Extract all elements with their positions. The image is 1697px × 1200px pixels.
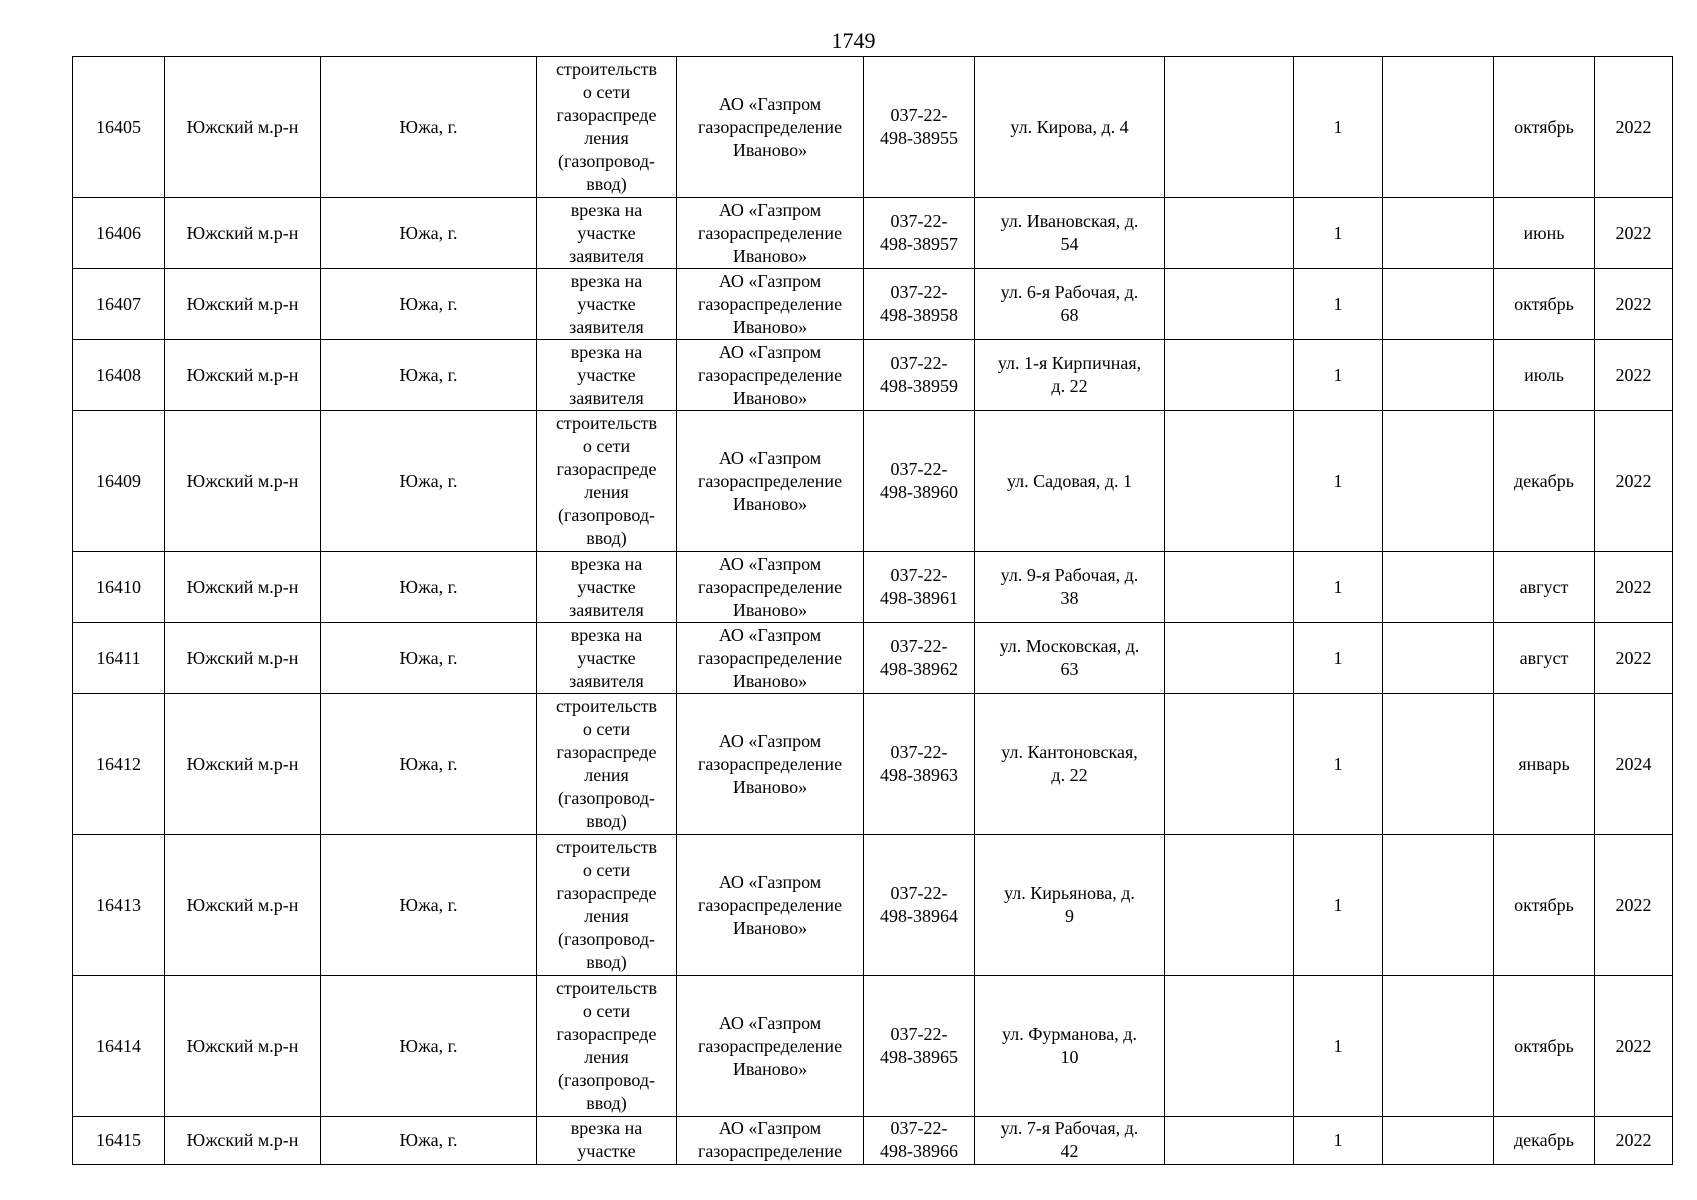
cell-company (677, 340, 864, 411)
cell-work-type-line: строительств (555, 696, 658, 716)
cell-code-line: 037-22- (890, 883, 948, 903)
cell-address (975, 57, 1165, 198)
cell-code (864, 340, 975, 411)
cell-work-type (537, 411, 677, 552)
cell-year: 2022 (1595, 976, 1673, 1117)
cell-work-type (537, 198, 677, 269)
cell-code-line: 498-38963 (880, 765, 958, 785)
cell-address-line: ул. Кантоновская, (1001, 742, 1138, 762)
cell-month: август (1494, 552, 1595, 623)
cell-empty-a (1165, 269, 1294, 340)
cell-work-type-line: о сети (582, 82, 631, 102)
cell-code-line: 498-38959 (880, 376, 958, 396)
cell-work-type-line: ввод) (586, 1093, 627, 1113)
cell-company-line: Иваново» (732, 599, 808, 620)
cell-district: Южский м.р-н (165, 623, 321, 694)
cell-code-line: 498-38966 (880, 1141, 958, 1161)
cell-empty-a (1165, 694, 1294, 835)
cell-company-line: АО «Газпром (718, 447, 822, 468)
cell-city: Южа, г. (321, 340, 537, 411)
cell-company-line: газораспределение (697, 1035, 843, 1056)
cell-company-line: АО «Газпром (718, 341, 822, 362)
connections-table (72, 56, 1673, 1165)
cell-year: 2022 (1595, 269, 1673, 340)
table-row (73, 269, 1673, 340)
cell-company (677, 552, 864, 623)
cell-work-type-line: врезка на (570, 1118, 643, 1138)
cell-quantity: 1 (1294, 411, 1383, 552)
cell-company-line: Иваново» (732, 139, 808, 160)
cell-work-type-line: заявителя (569, 387, 644, 408)
cell-id: 16407 (73, 269, 165, 340)
cell-work-type (537, 552, 677, 623)
cell-code (864, 552, 975, 623)
cell-quantity: 1 (1294, 57, 1383, 198)
cell-work-type-line: ления (584, 1047, 629, 1067)
cell-month: июнь (1494, 198, 1595, 269)
cell-company-line: Иваново» (732, 245, 808, 266)
cell-month: август (1494, 623, 1595, 694)
cell-company-line: АО «Газпром (718, 93, 822, 114)
cell-month: октябрь (1494, 835, 1595, 976)
cell-year: 2022 (1595, 552, 1673, 623)
cell-work-type-line: о сети (582, 860, 631, 880)
cell-id: 16413 (73, 835, 165, 976)
cell-address (975, 411, 1165, 552)
cell-work-type-line: участке (577, 364, 636, 385)
cell-work-type (537, 623, 677, 694)
cell-work-type-line: строительств (555, 413, 658, 433)
cell-work-type-line: врезка на (570, 624, 643, 645)
cell-month: октябрь (1494, 269, 1595, 340)
cell-work-type-line: газораспреде (556, 105, 657, 125)
cell-id: 16412 (73, 694, 165, 835)
cell-code-line: 498-38961 (880, 588, 958, 608)
cell-code-line: 037-22- (890, 282, 948, 302)
table-row (73, 57, 1673, 198)
cell-company-line: АО «Газпром (718, 871, 822, 892)
cell-month: январь (1494, 694, 1595, 835)
cell-work-type-line: (газопровод- (557, 929, 655, 949)
cell-month: декабрь (1494, 1117, 1595, 1165)
cell-empty-b (1383, 1117, 1494, 1165)
cell-code (864, 1117, 975, 1165)
cell-work-type-line: (газопровод- (557, 505, 655, 525)
cell-code (864, 411, 975, 552)
cell-work-type-line: (газопровод- (557, 151, 655, 171)
cell-work-type-line: строительств (555, 837, 658, 857)
cell-district: Южский м.р-н (165, 1117, 321, 1165)
cell-address (975, 1117, 1165, 1165)
cell-work-type (537, 694, 677, 835)
cell-id: 16415 (73, 1117, 165, 1165)
cell-address-line: д. 22 (1051, 765, 1088, 785)
cell-company (677, 835, 864, 976)
cell-address-line: ул. Фурманова, д. (1002, 1024, 1137, 1044)
cell-address (975, 835, 1165, 976)
table-row (73, 1117, 1673, 1165)
cell-work-type (537, 976, 677, 1117)
cell-address-line: ул. Кирова, д. 4 (1010, 116, 1129, 137)
cell-company (677, 1117, 864, 1165)
cell-address-line: ул. 9-я Рабочая, д. (1000, 565, 1139, 585)
cell-work-type-line: строительств (555, 978, 658, 998)
cell-quantity: 1 (1294, 552, 1383, 623)
cell-code-line: 037-22- (890, 459, 948, 479)
cell-empty-b (1383, 552, 1494, 623)
cell-address (975, 198, 1165, 269)
cell-empty-b (1383, 835, 1494, 976)
cell-address-line: 9 (1065, 906, 1074, 926)
cell-work-type-line: о сети (582, 436, 631, 456)
page-number: 1749 (831, 28, 876, 53)
table-row (73, 623, 1673, 694)
cell-district: Южский м.р-н (165, 835, 321, 976)
cell-company-line: Иваново» (732, 917, 808, 938)
cell-year: 2022 (1595, 835, 1673, 976)
cell-empty-a (1165, 198, 1294, 269)
cell-address (975, 694, 1165, 835)
cell-company-line: АО «Газпром (718, 730, 822, 751)
cell-city: Южа, г. (321, 1117, 537, 1165)
cell-code-line: 037-22- (890, 742, 948, 762)
cell-year: 2022 (1595, 411, 1673, 552)
cell-work-type (537, 835, 677, 976)
cell-district: Южский м.р-н (165, 198, 321, 269)
cell-year: 2022 (1595, 1117, 1673, 1165)
cell-month: июль (1494, 340, 1595, 411)
cell-empty-b (1383, 623, 1494, 694)
cell-company-line: Иваново» (732, 316, 808, 337)
cell-year: 2022 (1595, 623, 1673, 694)
cell-company-line: газораспределение (697, 576, 843, 597)
table-row (73, 694, 1673, 835)
table-row (73, 835, 1673, 976)
cell-empty-a (1165, 411, 1294, 552)
cell-company-line: Иваново» (732, 387, 808, 408)
cell-work-type-line: участке (577, 1141, 636, 1161)
cell-company-line: газораспределение (697, 116, 843, 137)
cell-empty-b (1383, 976, 1494, 1117)
cell-quantity: 1 (1294, 198, 1383, 269)
cell-code (864, 198, 975, 269)
cell-company-line: АО «Газпром (718, 624, 822, 645)
cell-work-type-line: врезка на (570, 270, 643, 291)
cell-year: 2022 (1595, 340, 1673, 411)
cell-empty-a (1165, 835, 1294, 976)
cell-district: Южский м.р-н (165, 411, 321, 552)
cell-quantity: 1 (1294, 835, 1383, 976)
cell-empty-a (1165, 976, 1294, 1117)
cell-work-type-line: ления (584, 482, 629, 502)
cell-address-line: ул. Ивановская, д. (1000, 211, 1139, 231)
table-row (73, 552, 1673, 623)
cell-work-type-line: ления (584, 765, 629, 785)
table-body (73, 57, 1673, 1165)
cell-empty-b (1383, 340, 1494, 411)
cell-work-type-line: заявителя (569, 599, 644, 620)
cell-district: Южский м.р-н (165, 552, 321, 623)
cell-empty-b (1383, 694, 1494, 835)
cell-work-type (537, 340, 677, 411)
cell-work-type (537, 269, 677, 340)
cell-work-type-line: врезка на (570, 553, 643, 574)
cell-address (975, 552, 1165, 623)
cell-code (864, 269, 975, 340)
table-row (73, 340, 1673, 411)
cell-work-type-line: о сети (582, 719, 631, 739)
cell-company-line: газораспределение (697, 364, 843, 385)
cell-address-line: 54 (1060, 234, 1079, 254)
cell-work-type-line: врезка на (570, 199, 643, 220)
cell-city: Южа, г. (321, 623, 537, 694)
cell-code (864, 976, 975, 1117)
cell-city: Южа, г. (321, 57, 537, 198)
cell-address-line: 10 (1060, 1047, 1079, 1067)
cell-company-line: газораспределение (697, 1141, 843, 1161)
cell-company (677, 57, 864, 198)
cell-quantity: 1 (1294, 269, 1383, 340)
cell-code-line: 498-38962 (880, 659, 958, 679)
cell-company-line: газораспределение (697, 647, 843, 668)
cell-year: 2024 (1595, 694, 1673, 835)
cell-quantity: 1 (1294, 623, 1383, 694)
cell-company-line: Иваново» (732, 1058, 808, 1079)
table-row (73, 411, 1673, 552)
cell-code-line: 037-22- (890, 105, 948, 125)
cell-quantity: 1 (1294, 976, 1383, 1117)
cell-work-type-line: участке (577, 293, 636, 314)
cell-code (864, 57, 975, 198)
cell-district: Южский м.р-н (165, 694, 321, 835)
cell-code-line: 498-38955 (880, 128, 958, 148)
cell-code-line: 037-22- (890, 1118, 948, 1138)
cell-quantity: 1 (1294, 694, 1383, 835)
cell-empty-b (1383, 57, 1494, 198)
cell-address (975, 269, 1165, 340)
cell-company-line: газораспределение (697, 470, 843, 491)
cell-company-line: газораспределение (697, 894, 843, 915)
cell-company (677, 198, 864, 269)
cell-code (864, 835, 975, 976)
table-row (73, 976, 1673, 1117)
cell-address-line: 38 (1060, 588, 1079, 608)
cell-work-type-line: заявителя (569, 316, 644, 337)
cell-district: Южский м.р-н (165, 269, 321, 340)
cell-work-type-line: (газопровод- (557, 788, 655, 808)
cell-company-line: АО «Газпром (718, 553, 822, 574)
cell-work-type-line: заявителя (569, 245, 644, 266)
cell-company (677, 269, 864, 340)
cell-code-line: 498-38965 (880, 1047, 958, 1067)
cell-address-line: 63 (1060, 659, 1079, 679)
cell-address-line: ул. Кирьянова, д. (1004, 883, 1135, 903)
cell-company (677, 976, 864, 1117)
cell-work-type-line: участке (577, 576, 636, 597)
cell-city: Южа, г. (321, 411, 537, 552)
cell-id: 16414 (73, 976, 165, 1117)
cell-empty-a (1165, 623, 1294, 694)
cell-work-type (537, 1117, 677, 1165)
cell-company-line: АО «Газпром (718, 270, 822, 291)
cell-code-line: 037-22- (890, 211, 948, 231)
cell-year: 2022 (1595, 57, 1673, 198)
cell-address (975, 976, 1165, 1117)
cell-city: Южа, г. (321, 198, 537, 269)
cell-city: Южа, г. (321, 269, 537, 340)
cell-district: Южский м.р-н (165, 976, 321, 1117)
cell-address (975, 340, 1165, 411)
cell-company (677, 411, 864, 552)
cell-city: Южа, г. (321, 835, 537, 976)
cell-work-type-line: газораспреде (556, 1024, 657, 1044)
cell-work-type-line: участке (577, 222, 636, 243)
cell-code-line: 498-38957 (880, 234, 958, 254)
cell-code-line: 498-38964 (880, 906, 958, 926)
cell-code (864, 694, 975, 835)
cell-address-line: д. 22 (1051, 376, 1088, 396)
cell-code-line: 498-38960 (880, 482, 958, 502)
cell-month: октябрь (1494, 57, 1595, 198)
cell-code-line: 037-22- (890, 1024, 948, 1044)
cell-work-type-line: строительств (555, 59, 658, 79)
cell-city: Южа, г. (321, 552, 537, 623)
cell-work-type-line: ления (584, 128, 629, 148)
cell-city: Южа, г. (321, 976, 537, 1117)
cell-work-type-line: ввод) (586, 811, 627, 831)
cell-empty-a (1165, 340, 1294, 411)
cell-address-line: 68 (1060, 305, 1079, 325)
cell-code-line: 498-38958 (880, 305, 958, 325)
cell-work-type-line: ввод) (586, 174, 627, 194)
cell-company (677, 694, 864, 835)
cell-month: декабрь (1494, 411, 1595, 552)
cell-empty-a (1165, 57, 1294, 198)
cell-empty-b (1383, 198, 1494, 269)
cell-address-line: ул. 7-я Рабочая, д. (1000, 1118, 1139, 1138)
cell-work-type-line: ввод) (586, 952, 627, 972)
cell-id: 16410 (73, 552, 165, 623)
cell-code-line: 037-22- (890, 636, 948, 656)
cell-empty-a (1165, 552, 1294, 623)
cell-month: октябрь (1494, 976, 1595, 1117)
cell-address-line: ул. Московская, д. (999, 636, 1140, 656)
cell-address-line: ул. Садовая, д. 1 (1006, 470, 1133, 491)
cell-company-line: Иваново» (732, 776, 808, 797)
cell-company-line: газораспределение (697, 753, 843, 774)
cell-work-type-line: газораспреде (556, 742, 657, 762)
cell-id: 16405 (73, 57, 165, 198)
cell-address (975, 623, 1165, 694)
cell-company-line: газораспределение (697, 222, 843, 243)
cell-company-line: Иваново» (732, 670, 808, 691)
cell-id: 16408 (73, 340, 165, 411)
cell-address-line: ул. 6-я Рабочая, д. (1000, 282, 1139, 302)
cell-code-line: 037-22- (890, 565, 948, 585)
cell-empty-b (1383, 269, 1494, 340)
cell-address-line: ул. 1-я Кирпичная, (997, 353, 1142, 373)
cell-address-line: 42 (1060, 1141, 1079, 1161)
cell-work-type-line: ввод) (586, 528, 627, 548)
cell-work-type-line: врезка на (570, 341, 643, 362)
cell-empty-b (1383, 411, 1494, 552)
cell-company (677, 623, 864, 694)
cell-quantity: 1 (1294, 340, 1383, 411)
cell-company-line: АО «Газпром (718, 1012, 822, 1033)
cell-id: 16406 (73, 198, 165, 269)
cell-code (864, 623, 975, 694)
cell-work-type-line: участке (577, 647, 636, 668)
cell-district: Южский м.р-н (165, 340, 321, 411)
cell-year: 2022 (1595, 198, 1673, 269)
cell-empty-a (1165, 1117, 1294, 1165)
table-row (73, 198, 1673, 269)
cell-quantity: 1 (1294, 1117, 1383, 1165)
cell-company-line: газораспределение (697, 293, 843, 314)
cell-work-type-line: о сети (582, 1001, 631, 1021)
cell-city: Южа, г. (321, 694, 537, 835)
cell-id: 16411 (73, 623, 165, 694)
cell-district: Южский м.р-н (165, 57, 321, 198)
cell-work-type-line: ления (584, 906, 629, 926)
cell-id: 16409 (73, 411, 165, 552)
cell-work-type (537, 57, 677, 198)
cell-work-type-line: газораспреде (556, 459, 657, 479)
cell-company-line: АО «Газпром (718, 1118, 822, 1138)
cell-company-line: АО «Газпром (718, 199, 822, 220)
cell-work-type-line: заявителя (569, 670, 644, 691)
cell-company-line: Иваново» (732, 493, 808, 514)
cell-work-type-line: (газопровод- (557, 1070, 655, 1090)
cell-work-type-line: газораспреде (556, 883, 657, 903)
cell-code-line: 037-22- (890, 353, 948, 373)
